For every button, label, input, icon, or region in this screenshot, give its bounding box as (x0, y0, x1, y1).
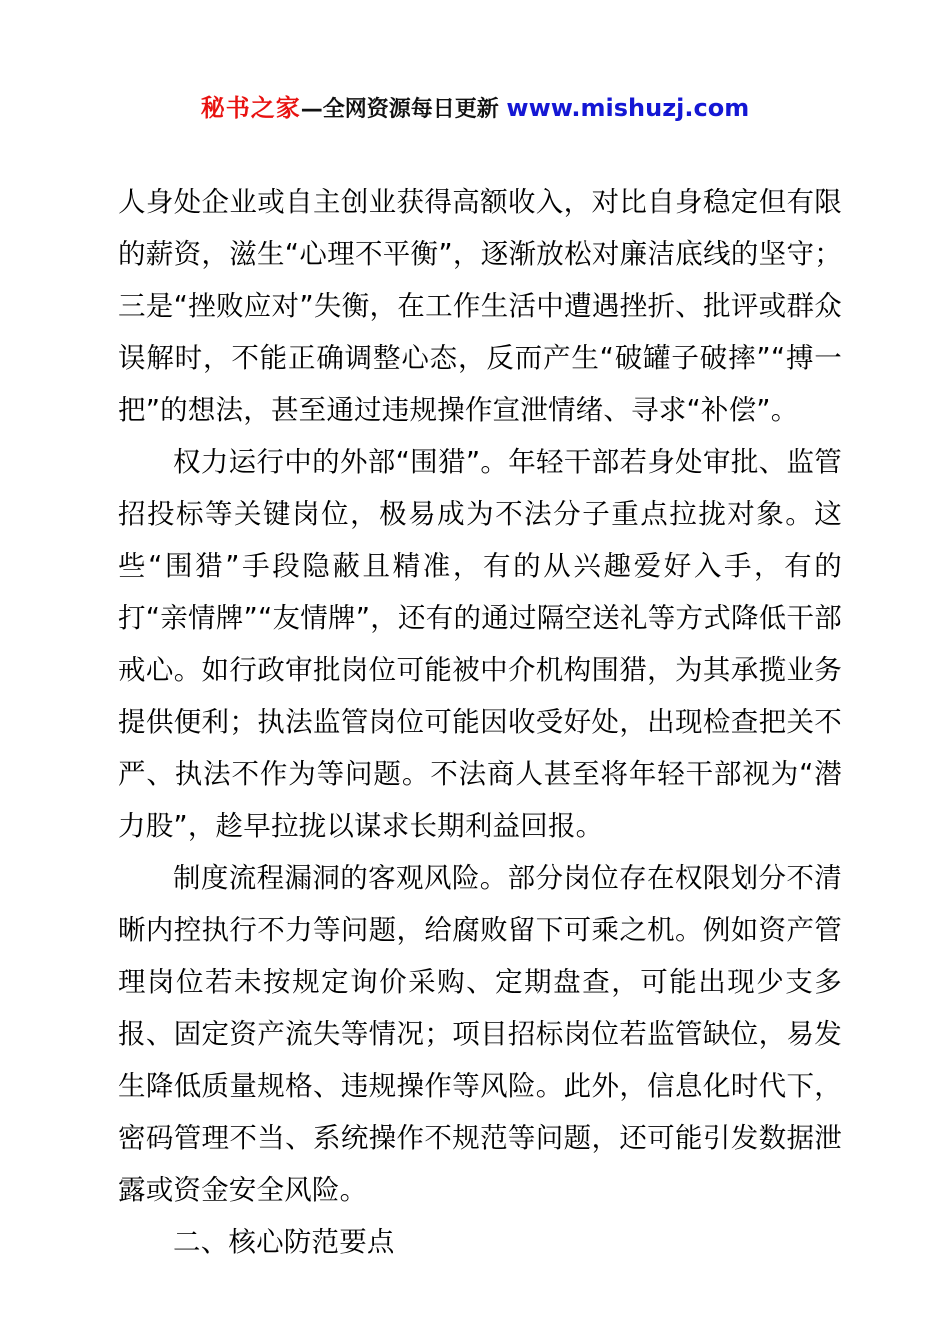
site-brand-name: 秘书之家 (200, 94, 301, 122)
section-heading: 二、核心防范要点 (173, 1226, 395, 1258)
site-tagline: —全网资源每日更新 (300, 97, 507, 122)
site-url[interactable]: www.mishuzj.com (506, 94, 750, 122)
page-header (0, 88, 950, 123)
paragraph: 制度流程漏洞的客观风险。部分岗位存在权限划分不清晰内控执行不力等问题，给腐败留下可乘之机。例如资产管理岗位若未按规定询价采购、定期盘查，可能出现少支多报、固定资产流失等情况；项目招标岗位若监管缺位，易发生降低质量规格、违规操作等风险。此外，信息化时代下，密码管理不当、系统操作不规范等问题，还可能引发数据泄露或资金安全风险。 (118, 862, 842, 1206)
document-body (118, 176, 842, 1268)
paragraph: 人身处企业或自主创业获得高额收入，对比自身稳定但有限的薪资，滋生“心理不平衡”，逐渐放松对廉洁底线的坚守；三是“挫败应对”失衡，在工作生活中遭遇挫折、批评或群众误解时，不能正确调整心态，反而产生“破罐子破摔”“搏一把”的想法，甚至通过违规操作宣泄情绪、寻求“补偿”。 (118, 186, 842, 426)
paragraph: 权力运行中的外部“围猎”。年轻干部若身处审批、监管招投标等关键岗位，极易成为不法分子重点拉拢对象。这些“围猎”手段隐蔽且精准，有的从兴趣爱好入手，有的打“亲情牌”“友情牌”，还有的通过隔空送礼等方式降低干部戒心。如行政审批岗位可能被中介机构围猎，为其承揽业务提供便利；执法监管岗位可能因收受好处，出现检查把关不严、执法不作为等问题。不法商人甚至将年轻干部视为“潜力股”，趁早拉拢以谋求长期利益回报。 (118, 446, 842, 842)
